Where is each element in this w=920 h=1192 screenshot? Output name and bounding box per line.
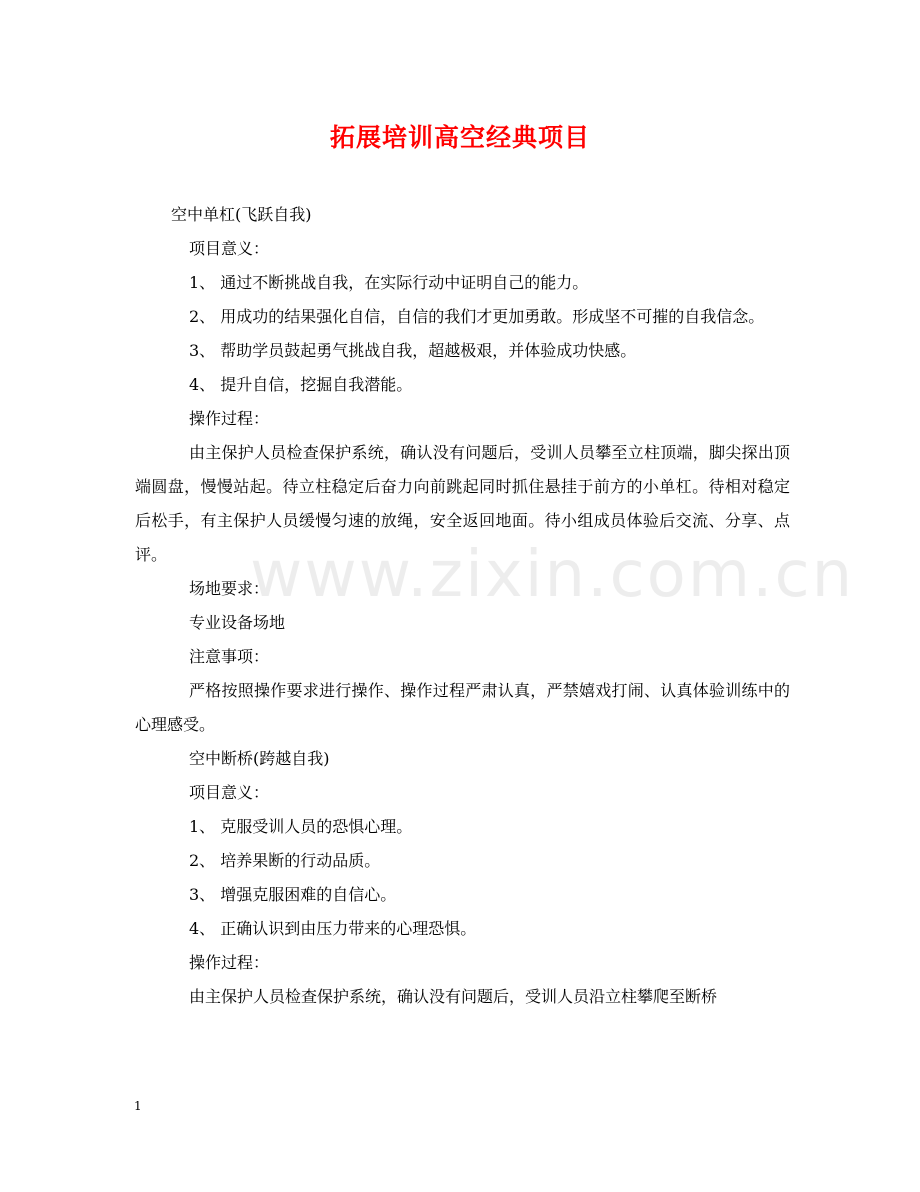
- list-item: 3、 增强克服困难的自信心。: [189, 885, 397, 904]
- page-number: 1: [134, 1099, 142, 1113]
- section-heading-2: 空中断桥(跨越自我): [189, 749, 330, 768]
- list-item: 4、 提升自信，挖掘自我潜能。: [189, 375, 413, 394]
- paragraph: 注意事项：: [189, 647, 270, 666]
- list-item: 1、 克服受训人员的恐惧心理。: [189, 817, 413, 836]
- list-item: 3、 帮助学员鼓起勇气挑战自我，超越极艰，并体验成功快感。: [189, 341, 637, 360]
- paragraph: 操作过程：: [189, 409, 270, 428]
- list-item: 4、 正确认识到由压力带来的心理恐惧。: [189, 919, 477, 938]
- list-item: 1、 通过不断挑战自我，在实际行动中证明自己的能力。: [189, 273, 589, 292]
- paragraph: 项目意义：: [189, 783, 270, 802]
- document-title: 拓展培训高空经典项目: [329, 123, 590, 152]
- paragraph: 由主保护人员检查保护系统，确认没有问题后，受训人员沿立柱攀爬至断桥: [189, 987, 718, 1006]
- paragraph: 场地要求：: [189, 579, 270, 598]
- paragraph: 严格按照操作要求进行操作、操作过程严肃认真，严禁嬉戏打闹、认真体验训练中的心理感受。: [135, 681, 790, 734]
- section-heading-1: 空中单杠(飞跃自我): [171, 205, 312, 224]
- paragraph: 项目意义：: [189, 239, 270, 258]
- watermark: www.zixin.com.cn: [250, 538, 855, 612]
- document-body: [135, 198, 790, 1014]
- paragraph: 操作过程：: [189, 953, 270, 972]
- paragraph: 专业设备场地: [189, 613, 286, 632]
- list-item: 2、 用成功的结果强化自信，自信的我们才更加勇敢。形成坚不可摧的自我信念。: [189, 307, 765, 326]
- paragraph: 由主保护人员检查保护系统，确认没有问题后，受训人员攀至立柱顶端，脚尖探出顶端圆盘，慢慢站起。待立柱稳定后奋力向前跳起同时抓住悬挂于前方的小单杠。待相对稳定后松手，有主保护人员缓慢匀速的放绳，安全返回地面。待小组成员体验后交流、分享、点评。: [135, 443, 790, 564]
- list-item: 2、 培养果断的行动品质。: [189, 851, 381, 870]
